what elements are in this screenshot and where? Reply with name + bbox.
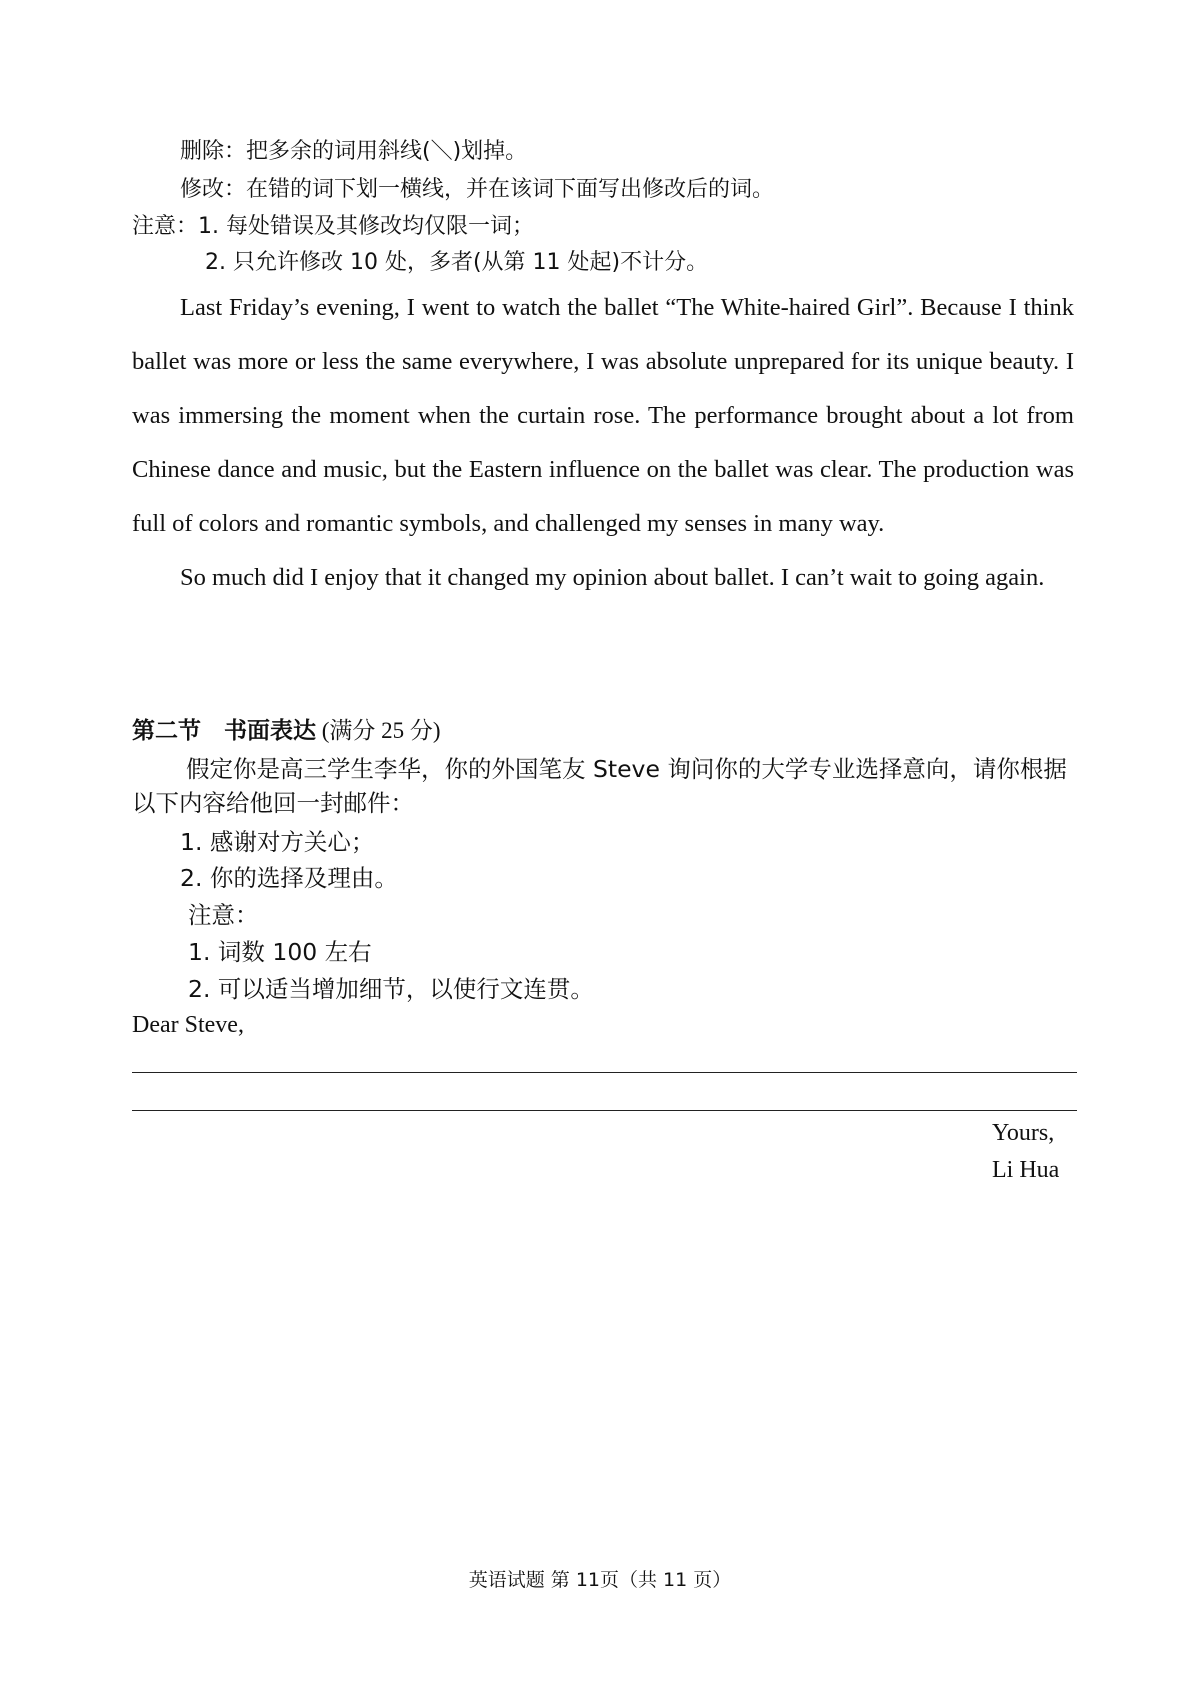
page-footer: 英语试题 第 11页（共 11 页）	[468, 1569, 732, 1591]
section-2-title: 第二节 书面表达	[132, 718, 316, 744]
point-2: 2. 你的选择及理由。	[180, 864, 398, 892]
writing-prompt: 假定你是高三学生李华，你的外国笔友 Steve 询问你的大学专业选择意向，请你根据以下内容给他回一封邮件：	[132, 755, 1067, 817]
closing: Yours,	[992, 1120, 1055, 1146]
error-correction-passage	[132, 281, 1074, 605]
writing-prompt-block	[132, 752, 1082, 820]
writing-note-2: 2. 可以适当增加细节，以使行文连贯。	[188, 975, 594, 1003]
modify-rule: 修改：在错的词下划一横线，并在该词下面写出修改后的词。	[180, 177, 775, 202]
writing-note-1: 1. 词数 100 左右	[188, 938, 372, 966]
section-2-score: (满分 25 分)	[321, 718, 441, 743]
salutation: Dear Steve,	[132, 1012, 244, 1038]
passage-paragraph-2: So much did I enjoy that it changed my opinion about ballet. I can’t wait to going again.	[180, 564, 1045, 591]
signature: Li Hua	[992, 1157, 1060, 1183]
passage-paragraph-1: Last Friday’s evening, I went to watch the ballet “The White-haired Girl”. Because I think ballet was more or less the same everywhere, I was absolute unprepared for its unique beauty. I was immersing the moment when the curtain rose. The performance brought about a lot from Chinese dance and music, but the Eastern influence on the ballet was clear. The production was full of colors and romantic symbols, and challenged my senses in many way.	[132, 294, 1074, 537]
delete-rule: 删除：把多余的词用斜线(＼)划掉。	[180, 139, 528, 164]
section-2-heading	[132, 715, 441, 747]
notes-label: 注意：	[188, 901, 259, 929]
note-1: 注意：1. 每处错误及其修改均仅限一词；	[132, 214, 534, 239]
answer-line-2	[132, 1110, 1077, 1111]
answer-line-1	[132, 1072, 1077, 1073]
note-2: 2. 只允许修改 10 处，多者(从第 11 处起)不计分。	[205, 250, 709, 275]
point-1: 1. 感谢对方关心；	[180, 828, 375, 856]
